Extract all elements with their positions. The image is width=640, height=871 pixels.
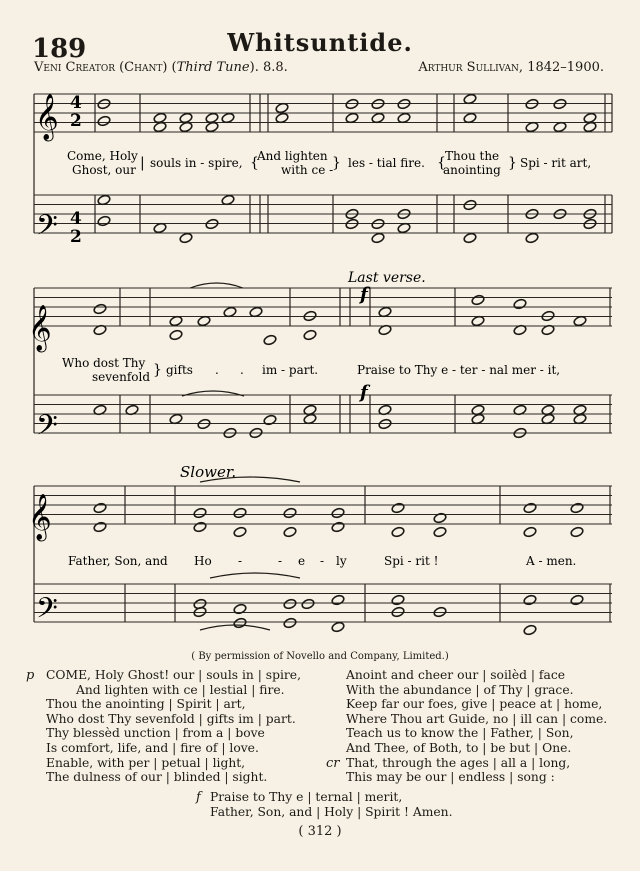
dynamic-forte: f xyxy=(360,382,368,403)
verse-line: Anoint and cheer our | soilèd | face xyxy=(346,668,565,682)
note-head xyxy=(523,502,537,514)
dynamic-marker: f xyxy=(196,790,201,805)
tune-variant: Third Tune xyxy=(176,60,250,75)
note-head xyxy=(331,621,345,633)
lyric: anointing xyxy=(443,163,501,177)
verses-right xyxy=(326,668,626,785)
lyric: im - part. xyxy=(262,363,319,377)
treble-clef: 𝄞 xyxy=(28,305,52,351)
lyric: e xyxy=(298,554,306,568)
note-head xyxy=(93,502,107,514)
note-head xyxy=(283,617,297,629)
verse-line: Thy blessèd unction | from a | bove xyxy=(46,726,265,741)
page-number: ( 312 ) xyxy=(298,824,342,839)
lyric: Spi - rit art, xyxy=(520,156,592,170)
lyric: - xyxy=(238,554,243,568)
verses-final xyxy=(196,790,516,819)
dynamic-forte: f xyxy=(360,284,368,305)
lyric: Praise to Thy e - ter - nal mer - it, xyxy=(357,363,561,377)
note-head xyxy=(233,603,247,615)
note-head xyxy=(93,303,107,315)
brace: { xyxy=(250,155,259,171)
lyric: And lighten xyxy=(257,149,328,163)
slur xyxy=(210,573,300,578)
note-head xyxy=(193,521,207,533)
note-head xyxy=(463,232,477,244)
tune-meter: ). 8.8. xyxy=(249,60,288,75)
tune-name: Veni Creator (Chant) ( xyxy=(34,60,177,75)
verse-line: That, through the ages | all a | long, xyxy=(346,755,571,770)
lyric: les - tial fire. xyxy=(348,156,425,170)
note-head xyxy=(233,526,247,538)
note-head xyxy=(523,624,537,636)
note-head xyxy=(371,232,385,244)
note-head xyxy=(233,617,247,629)
lyric: Thou the xyxy=(445,149,500,163)
note-head xyxy=(301,598,315,610)
time-sig-top: 4 xyxy=(70,93,82,113)
note-head xyxy=(331,521,345,533)
verse-line: And lighten with ce | lestial | fire. xyxy=(76,682,285,697)
note-head xyxy=(303,329,317,341)
slur xyxy=(190,283,243,288)
brace: } xyxy=(332,155,341,171)
verse-line: The dulness of our | blinded | sight. xyxy=(46,770,268,785)
note-head xyxy=(263,414,277,426)
verse-line: This may be our | endless | song : xyxy=(346,770,555,785)
lyric: . xyxy=(240,363,244,377)
note-head xyxy=(179,232,193,244)
dynamic-marker: p xyxy=(26,668,35,683)
verse-line: COME, Holy Ghost! our | souls in | spire, xyxy=(46,668,301,682)
bass-clef: 𝄢 xyxy=(36,592,58,632)
note-head xyxy=(391,594,405,606)
verse-line: Teach us to know the | Father, | Son, xyxy=(346,726,574,741)
lyric: . xyxy=(215,363,219,377)
note-head xyxy=(331,594,345,606)
note-head xyxy=(169,329,183,341)
verse-line: With the abundance | of Thy | grace. xyxy=(346,682,574,697)
lyric: sevenfold xyxy=(92,370,151,384)
lyric: Who dost Thy xyxy=(62,356,146,370)
brace: { xyxy=(437,155,446,171)
note-head xyxy=(283,598,297,610)
note-head xyxy=(283,507,297,519)
time-sig-top: 4 xyxy=(70,209,82,229)
verse-line: Thou the anointing | Spirit | art, xyxy=(46,697,246,712)
lyric: gifts xyxy=(166,363,193,377)
verse-line: Praise to Thy e | ternal | merit, xyxy=(210,790,403,804)
verse-line: Enable, with per | petual | light, xyxy=(46,755,246,770)
note-head xyxy=(391,502,405,514)
note-head xyxy=(433,526,447,538)
verse-line: Keep far our foes, give | peace at | home, xyxy=(346,697,603,712)
note-head xyxy=(523,526,537,538)
bass-clef: 𝄢 xyxy=(36,209,58,249)
note-head xyxy=(97,215,111,227)
note-head xyxy=(471,294,485,306)
dynamic-marker: cr xyxy=(326,756,340,771)
note-head xyxy=(433,512,447,524)
note-head xyxy=(523,594,537,606)
note-head xyxy=(570,502,584,514)
verse-line: Who dost Thy sevenfold | gifts im | part. xyxy=(46,711,296,726)
lyric: A - men. xyxy=(526,554,577,568)
hymn-number: 189 xyxy=(32,34,87,64)
note-head xyxy=(570,526,584,538)
note-head xyxy=(391,526,405,538)
lyric: Spi - rit ! xyxy=(384,554,439,568)
time-sig-bottom: 2 xyxy=(70,111,82,131)
note-head xyxy=(331,507,345,519)
permission-note: ( By permission of Novello and Company, Limited.) xyxy=(191,651,449,662)
lyric: Ghost, our xyxy=(72,163,136,177)
note-head xyxy=(513,298,527,310)
lyric: - xyxy=(278,554,283,568)
lyric: - xyxy=(320,554,325,568)
bass-clef: 𝄢 xyxy=(36,409,58,449)
treble-clef: 𝄞 xyxy=(35,94,59,140)
note-head xyxy=(97,115,111,127)
hymn-title: Whitsuntide. xyxy=(227,28,413,57)
note-head xyxy=(193,507,207,519)
note-head xyxy=(570,594,584,606)
note-head xyxy=(93,521,107,533)
verse-line: Where Thou art Guide, no | ill can | come. xyxy=(346,711,608,726)
lyric: Ho xyxy=(194,554,212,568)
treble-clef: 𝄞 xyxy=(28,494,52,540)
note-head xyxy=(283,526,297,538)
verse-line: Is comfort, life, and | fire of | love. xyxy=(46,740,259,755)
note-head xyxy=(233,507,247,519)
note-head xyxy=(525,232,539,244)
lyric: Come, Holy xyxy=(67,149,138,163)
time-sig-bottom: 2 xyxy=(70,227,82,247)
lyric: ly xyxy=(336,554,347,568)
brace: } xyxy=(153,362,162,378)
brace: | xyxy=(140,155,145,171)
verse-line: Father, Son, and | Holy | Spirit ! Amen. xyxy=(210,804,453,819)
verses-left xyxy=(26,668,326,785)
direction-slower: Slower. xyxy=(180,463,237,481)
direction-last-verse: Last verse. xyxy=(348,270,426,286)
lyric: with ce - xyxy=(281,163,334,177)
lyric: Father, Son, and xyxy=(68,554,168,568)
note-head xyxy=(263,334,277,346)
composer: Arthur Sullivan, 1842–1900. xyxy=(418,60,604,75)
lyric: souls in - spire, xyxy=(150,156,243,170)
brace: } xyxy=(508,155,517,171)
verse-line: And Thee, of Both, to | be but | One. xyxy=(346,740,572,755)
